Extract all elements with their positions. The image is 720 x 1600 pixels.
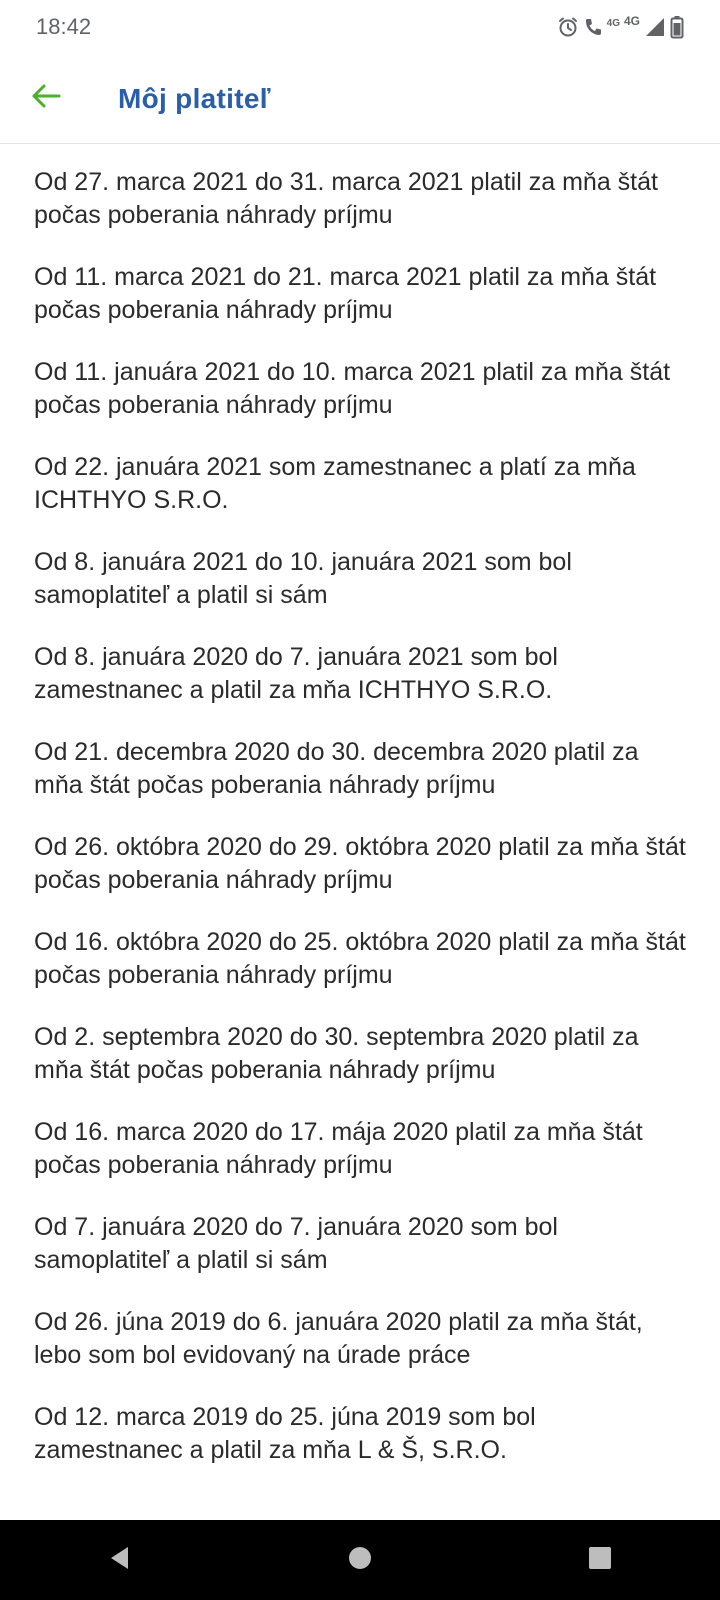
list-item: Od 2. septembra 2020 do 30. septembra 2020 platil za mňa štát počas poberania náhrady príjmu [34, 1023, 639, 1084]
battery-icon [670, 15, 684, 39]
list-item: Od 12. marca 2019 do 25. júna 2019 som bol zamestnanec a platil za mňa L & Š, S.R.O. [34, 1403, 536, 1464]
list-item: Od 27. marca 2021 do 31. marca 2021 platil za mňa štát počas poberania náhrady príjmu [34, 168, 658, 229]
home-circle-icon [347, 1545, 373, 1576]
status-bar [0, 0, 720, 54]
alarm-icon [557, 16, 579, 38]
call-icon [583, 16, 603, 38]
nav-recents-button[interactable] [560, 1520, 640, 1600]
back-triangle-icon [107, 1545, 133, 1576]
list-item: Od 8. januára 2021 do 10. januára 2021 som bol samoplatiteľ a platil si sám [34, 548, 572, 609]
nav-back-button[interactable] [80, 1520, 160, 1600]
back-button[interactable] [22, 75, 70, 123]
network-type-small: 4G [606, 17, 620, 29]
system-nav-bar [0, 1520, 720, 1600]
list-item: Od 22. januára 2021 som zamestnanec a platí za mňa ICHTHYO S.R.O. [34, 453, 636, 514]
list-item: Od 26. júna 2019 do 6. januára 2020 platil za mňa štát, lebo som bol evidovaný na úrade práce [34, 1308, 643, 1369]
app-bar [0, 54, 720, 144]
list-item: Od 16. marca 2020 do 17. mája 2020 platil za mňa štát počas poberania náhrady príjmu [34, 1118, 643, 1179]
list-item: Od 26. októbra 2020 do 29. októbra 2020 platil za mňa štát počas poberania náhrady príjmu [34, 833, 686, 894]
network-type: 4G [623, 14, 640, 28]
recents-square-icon [587, 1545, 613, 1576]
list-item: Od 11. januára 2021 do 10. marca 2021 platil za mňa štát počas poberania náhrady príjmu [34, 358, 671, 419]
payer-history-list[interactable] [0, 144, 720, 1520]
status-icons [557, 15, 684, 39]
nav-home-button[interactable] [320, 1520, 400, 1600]
list-item: Od 11. marca 2021 do 21. marca 2021 platil za mňa štát počas poberania náhrady príjmu [34, 263, 657, 324]
list-item: Od 16. októbra 2020 do 25. októbra 2020 platil za mňa štát počas poberania náhrady príjmu [34, 928, 686, 989]
arrow-left-icon [31, 83, 61, 114]
list-item: Od 21. decembra 2020 do 30. decembra 2020 platil za mňa štát počas poberania náhrady príjmu [34, 738, 639, 799]
list-item: Od 7. januára 2020 do 7. januára 2020 som bol samoplatiteľ a platil si sám [34, 1213, 558, 1274]
list-item: Od 8. januára 2020 do 7. januára 2021 som bol zamestnanec a platil za mňa ICHTHYO S.R.O. [34, 643, 558, 704]
signal-icon [644, 16, 666, 38]
page-title: Môj platiteľ [118, 82, 271, 114]
status-time: 18:42 [36, 14, 92, 39]
